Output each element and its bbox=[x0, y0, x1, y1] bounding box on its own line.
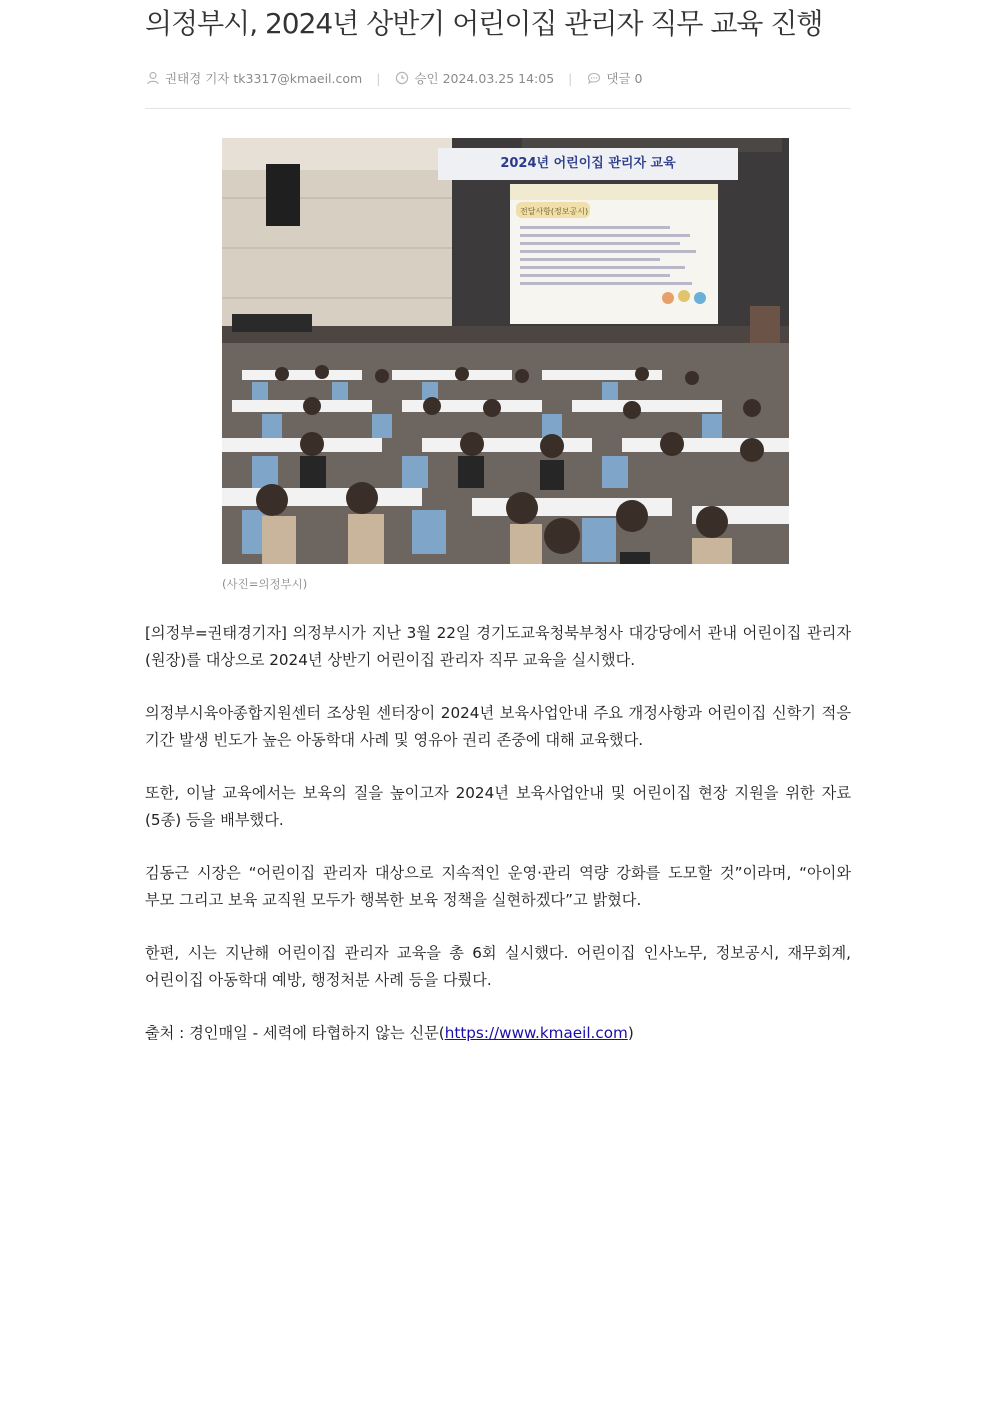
photo-caption: (사진=의정부시) bbox=[222, 577, 308, 591]
author-name: 권태경 기자 bbox=[165, 71, 230, 86]
meta-separator: | bbox=[376, 70, 381, 86]
piano-icon bbox=[232, 314, 312, 332]
comments-count: 0 bbox=[634, 70, 643, 86]
clock-icon bbox=[394, 70, 410, 86]
approved-datetime: 2024.03.25 14:05 bbox=[442, 70, 555, 86]
article-body bbox=[145, 620, 851, 1073]
author-info bbox=[145, 69, 362, 87]
article-photo bbox=[222, 138, 789, 564]
source-suffix: ) bbox=[627, 1024, 634, 1042]
header-divider bbox=[145, 108, 851, 109]
approved-label: 승인 bbox=[414, 71, 439, 86]
article-paragraph: 한편, 시는 지난해 어린이집 관리자 교육을 총 6회 실시했다. 어린이집 인사노무, 정보공시, 재무회계, 어린이집 아동학대 예방, 행정처분 사례 등을 다뤘다. bbox=[145, 944, 851, 989]
comment-icon bbox=[586, 70, 602, 86]
comments-info[interactable] bbox=[586, 69, 642, 87]
comments-label: 댓글 bbox=[606, 71, 631, 86]
source-prefix: 출처 : 경인매일 - 세력에 타협하지 않는 신문( bbox=[145, 1024, 445, 1042]
speaker-icon bbox=[266, 164, 300, 226]
author-email[interactable]: tk3317@kmaeil.com bbox=[233, 70, 363, 86]
meta-separator: | bbox=[568, 70, 573, 86]
approved-info bbox=[394, 69, 554, 87]
article-paragraph: 또한, 이날 교육에서는 보육의 질을 높이고자 2024년 보육사업안내 및 어린이집 현장 지원을 위한 자료(5종) 등을 배부했다. bbox=[145, 784, 851, 829]
article-paragraph: 김동근 시장은 “어린이집 관리자 대상으로 지속적인 운영·관리 역량 강화를 도모할 것”이라며, “아이와 부모 그리고 보육 교직원 모두가 행복한 보육 정책을 실현하겠다”고 밝혔다. bbox=[145, 864, 851, 909]
article-paragraph: 의정부시육아종합지원센터 조상원 센터장이 2024년 보육사업안내 주요 개정사항과 어린이집 신학기 적응 기간 발생 빈도가 높은 아동학대 사례 및 영유아 권리 존중에 대해 교육했다. bbox=[145, 704, 851, 749]
article-headline: 의정부시, 2024년 상반기 어린이집 관리자 직무 교육 진행 bbox=[145, 7, 823, 40]
slide-heading: 전달사항(정보공시) bbox=[520, 207, 589, 216]
article-paragraph: [의정부=권태경기자] 의정부시가 지난 3월 22일 경기도교육청북부청사 대강당에서 관내 어린이집 관리자(원장)를 대상으로 2024년 상반기 어린이집 관리자 직무 교육을 실시했다. bbox=[145, 624, 851, 669]
banner-title: 2024년 어린이집 관리자 교육 bbox=[500, 156, 676, 171]
article bbox=[145, 0, 851, 117]
article-meta bbox=[145, 68, 851, 88]
lecture-hall-photo bbox=[222, 138, 789, 564]
source-line bbox=[145, 1020, 851, 1047]
source-link[interactable]: https://www.kmaeil.com bbox=[444, 1024, 628, 1042]
user-icon bbox=[145, 70, 161, 86]
